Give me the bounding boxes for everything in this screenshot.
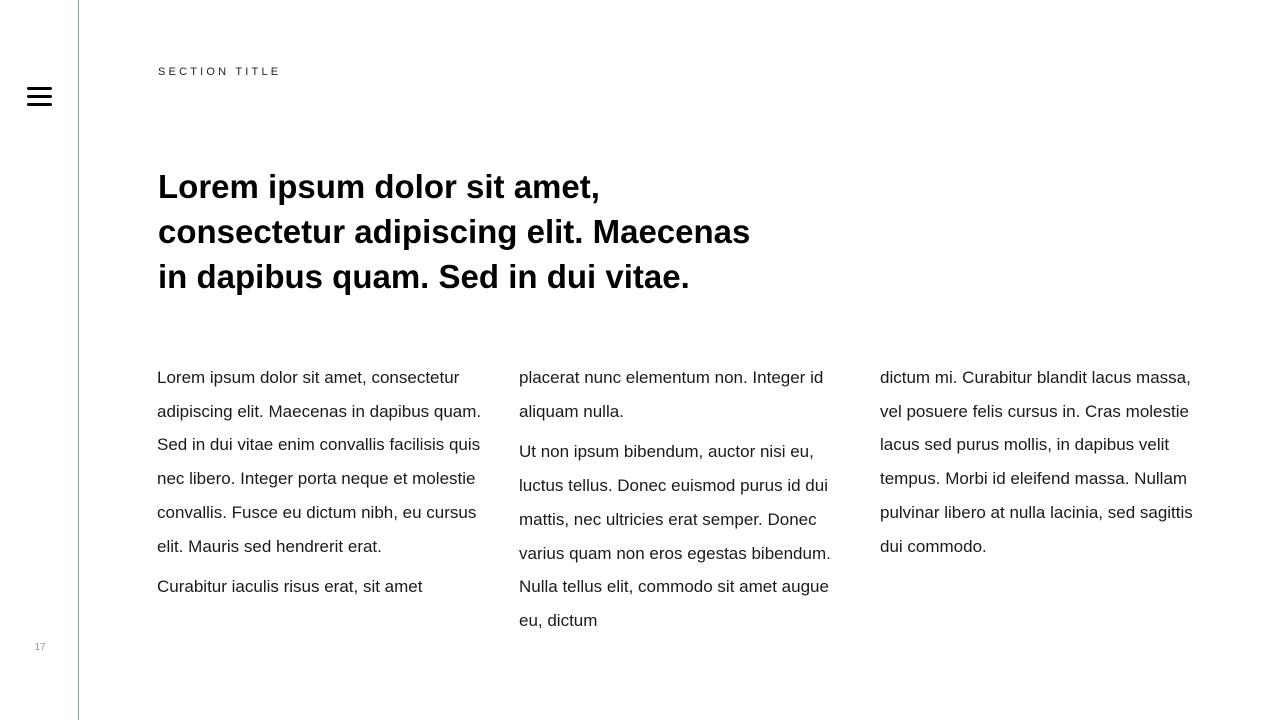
menu-bar-bottom bbox=[27, 103, 52, 106]
paragraph: Lorem ipsum dolor sit amet, consectetur adipiscing elit. Maecenas in dapibus quam. Sed in dui vitae enim convallis facilisis quis nec libero. Integer porta neque et molestie convallis. Fusce eu dictum nibh, eu cursus elit. Mauris sed hendrerit erat. bbox=[157, 368, 482, 556]
headline bbox=[158, 164, 798, 299]
paragraph: Curabitur iaculis risus erat, sit amet bbox=[157, 577, 423, 597]
paragraph: dictum mi. Curabitur blandit lacus massa, vel posuere felis cursus in. Cras molestie lacus sed purus mollis, in dapibus velit tempus. Morbi id eleifend massa. Nullam pulvinar libero at nulla lacinia, sed sagittis dui commodo. bbox=[880, 368, 1193, 556]
page-number: 17 bbox=[34, 642, 46, 653]
paragraph: placerat nunc elementum non. Integer id aliquam nulla. bbox=[519, 368, 824, 421]
headline-line: consectetur adipiscing elit. Maecenas bbox=[158, 213, 751, 250]
menu-bar-middle bbox=[27, 95, 52, 98]
headline-line: in dapibus quam. Sed in dui vitae. bbox=[158, 258, 690, 295]
headline-line: Lorem ipsum dolor sit amet, bbox=[158, 168, 600, 205]
paragraph: Ut non ipsum bibendum, auctor nisi eu, luctus tellus. Donec euismod purus id dui mattis, nec ultricies erat semper. Donec varius quam non eros egestas bibendum. Nulla tellus elit, commodo sit amet augue eu, dictum bbox=[519, 442, 831, 630]
text-column-1 bbox=[157, 361, 487, 611]
hamburger-menu-icon[interactable] bbox=[27, 86, 52, 107]
text-column-3 bbox=[880, 361, 1210, 570]
text-column-2 bbox=[519, 361, 849, 645]
section-title: SECTION TITLE bbox=[158, 66, 282, 78]
sidebar bbox=[0, 0, 79, 720]
menu-bar-top bbox=[27, 87, 52, 90]
